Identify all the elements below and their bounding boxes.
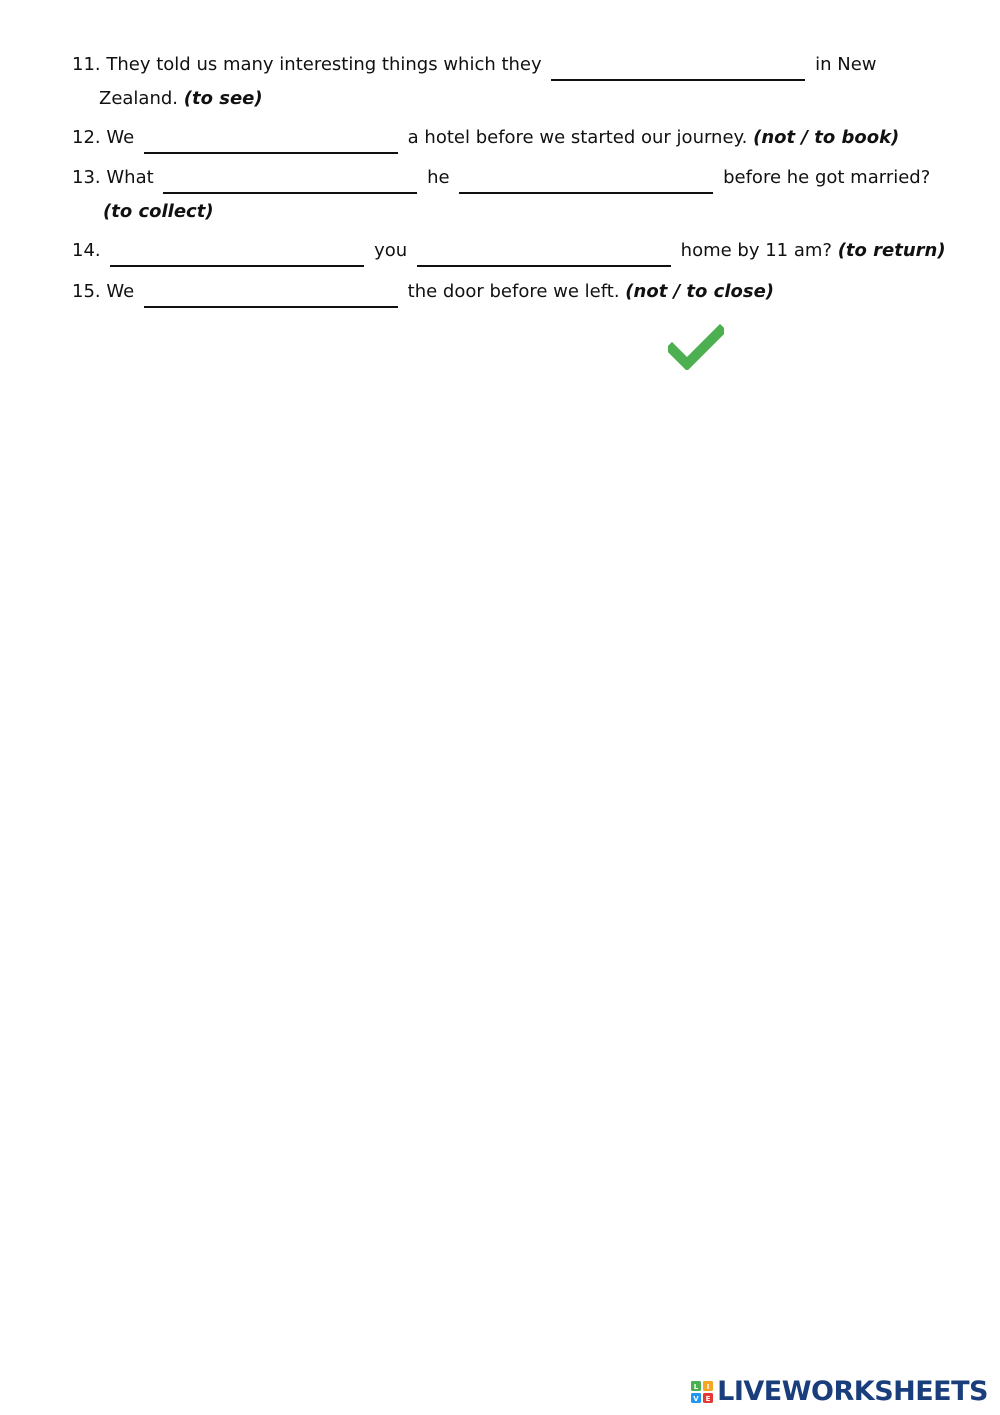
liveworksheets-logo-icon [691,1381,713,1403]
logo-letter: E [705,1394,711,1403]
answer-blank-14a[interactable] [110,245,364,267]
exercise-hint: (to return) [837,240,946,261]
exercise-hint: (not / to book) [753,127,900,148]
logo-letter: V [693,1394,699,1403]
exercise-12 [72,124,899,154]
exercise-number: 14. [72,240,101,261]
checkmark-icon[interactable] [668,324,724,370]
exercise-11-line-2 [99,85,263,113]
exercise-number: 12. [72,127,101,148]
answer-blank-14b[interactable] [417,245,671,267]
exercise-text: What [106,167,154,188]
exercise-text: We [106,281,135,302]
exercise-text: We [106,127,135,148]
exercise-number: 13. [72,167,101,188]
exercise-text: home by 11 am? [680,240,832,261]
answer-blank-13b[interactable] [459,172,713,194]
answer-blank-11[interactable] [551,59,805,81]
logo-letter: I [706,1382,710,1391]
exercise-text: Zealand. [99,88,179,109]
exercise-text: you [374,240,408,261]
exercise-hint: (to collect) [103,201,214,222]
exercise-text: in New [815,54,877,75]
exercise-15 [72,278,774,308]
answer-blank-13a[interactable] [163,172,417,194]
exercise-number: 11. [72,54,101,75]
exercise-text: he [427,167,450,188]
brand-name: LIVEWORKSHEETS [717,1376,988,1407]
logo-letter: L [693,1382,699,1391]
exercise-text: a hotel before we started our journey. [407,127,748,148]
answer-blank-15[interactable] [144,286,398,308]
exercise-13-line-1 [72,164,930,194]
exercise-number: 15. [72,281,101,302]
exercise-text: They told us many interesting things which they [106,54,542,75]
exercise-14 [72,237,946,267]
exercise-13-line-2 [103,198,214,226]
exercise-hint: (to see) [183,88,263,109]
answer-blank-12[interactable] [144,132,398,154]
exercise-text: the door before we left. [407,281,620,302]
liveworksheets-brand [691,1376,988,1407]
exercise-11-line-1 [72,51,877,81]
exercise-hint: (not / to close) [625,281,775,302]
exercise-text: before he got married? [723,167,931,188]
